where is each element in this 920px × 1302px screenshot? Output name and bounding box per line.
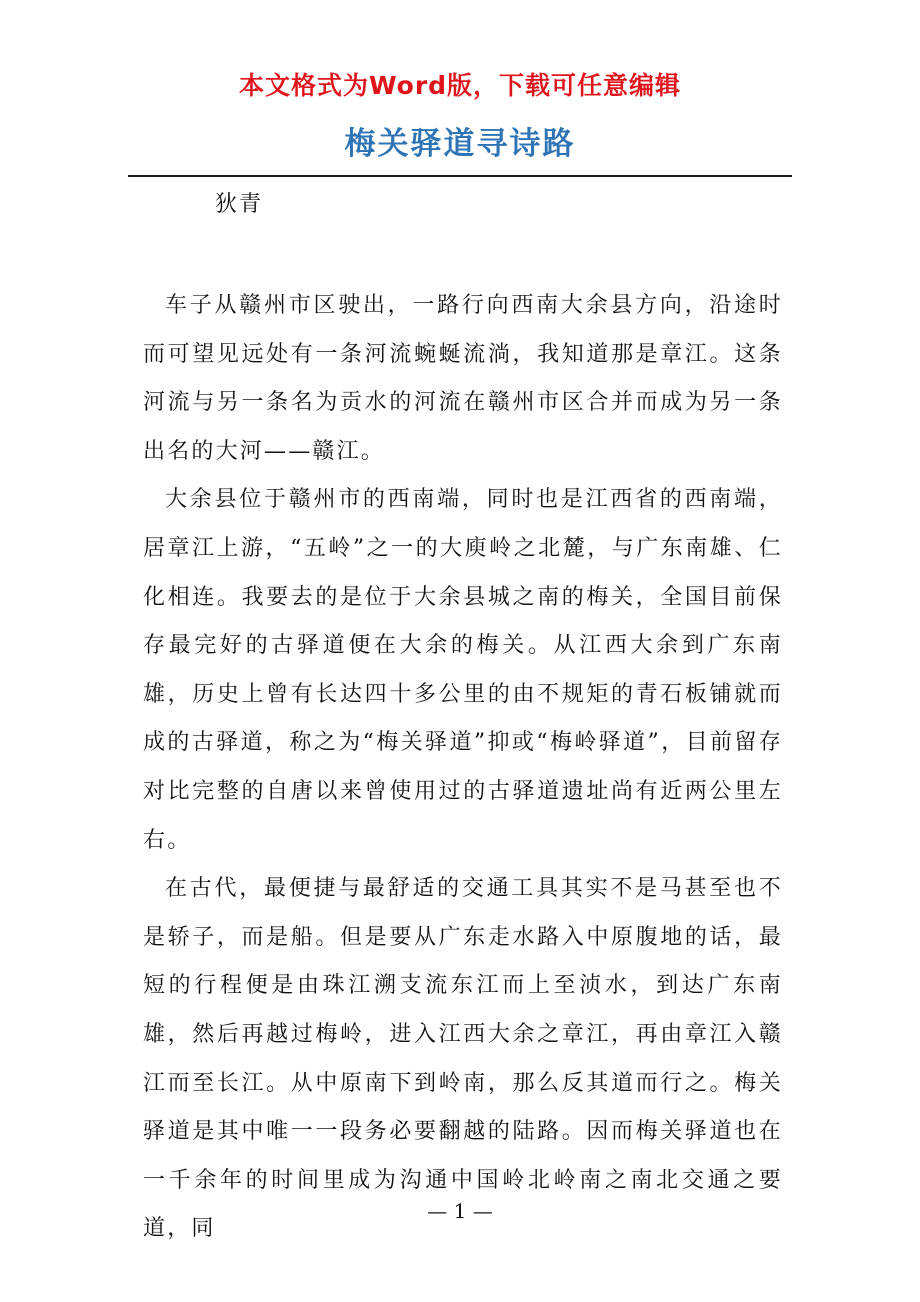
document-title: 梅关驿道寻诗路 — [344, 126, 576, 162]
format-notice-banner: 本文格式为Word版，下载可任意编辑 — [238, 71, 682, 100]
page-number: — 1 — — [427, 1199, 493, 1223]
paragraph-2: 大余县位于赣州市的西南端，同时也是江西省的西南端，居章江上游，“五岭”之一的大庾岭之北麓，与广东南雄、仁化相连。我要去的是位于大余县城之南的梅关，全国目前保存最完好的古驿道便在大余的梅关。从江西大余到广东南雄，历史上曾有长达四十多公里的由不规矩的青石板铺就而成的古驿道，称之为“梅关驿道”抑或“梅岭驿道”，目前留存对比完整的自唐以来曾使用过的古驿道遗址尚有近两公里左右。 — [143, 487, 783, 853]
author-name: 狄青 — [215, 192, 264, 217]
article-body — [143, 282, 783, 1254]
paragraph-1: 车子从赣州市区驶出，一路行向西南大余县方向，沿途时而可望见远处有一条河流蜿蜒流淌，我知道那是章江。这条河流与另一条名为贡水的河流在赣州市区合并而成为另一条出名的大河——赣江。 — [143, 293, 783, 464]
paragraph-3: 在古代，最便捷与最舒适的交通工具其实不是马甚至也不是轿子，而是船。但是要从广东走水路入中原腹地的话，最短的行程便是由珠江溯支流东江而上至浈水，到达广东南雄，然后再越过梅岭，进入江西大余之章江，再由章江入赣江而至长江。从中原南下到岭南，那么反其道而行之。梅关驿道是其中唯一一段务必要翻越的陆路。因而梅关驿道也在一千余年的时间里成为沟通中国岭北岭南之南北交通之要道，同 — [143, 876, 783, 1242]
title-divider — [128, 175, 792, 177]
